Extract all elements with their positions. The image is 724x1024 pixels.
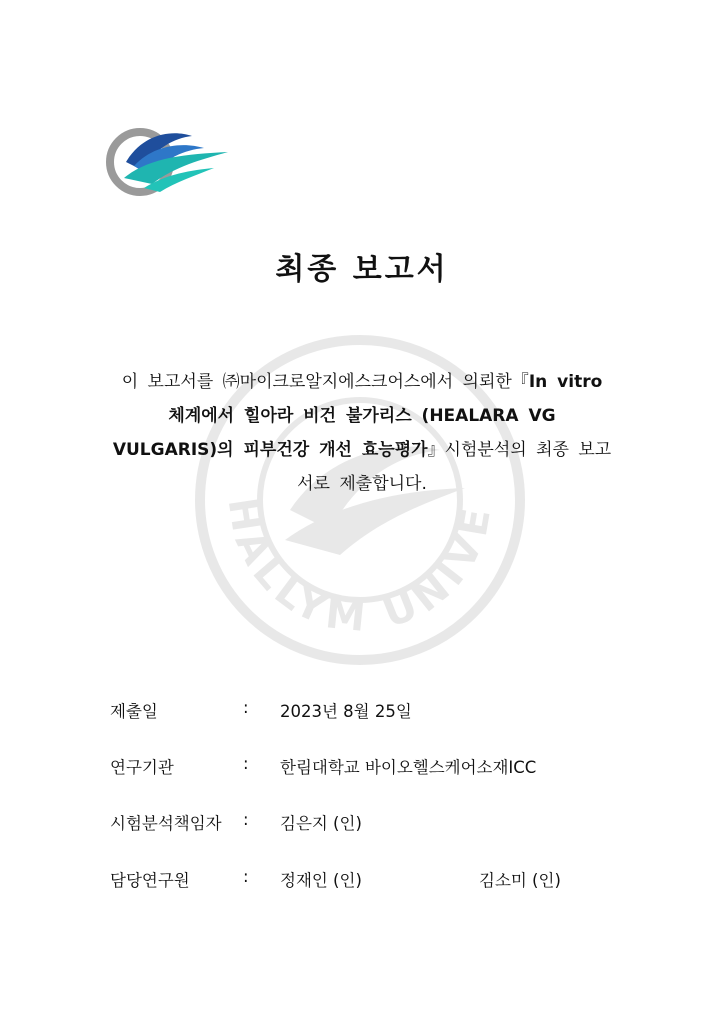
report-title: 최종 보고서 [275,252,449,287]
submission-date-value: 2023년 8월 25일 [280,702,412,721]
intro-suffix: 』시험분석의 최종 보고서로 제출합니다. [297,440,612,494]
principal-investigator-value: 김은지 (인) [280,814,362,833]
principal-investigator-label: 시험분석책임자 [110,814,222,833]
watermark-text: HALLYM UNIVE [218,494,501,642]
hallym-university-logo [104,122,236,202]
intro-prefix: 이 보고서를 ㈜마이크로알지에스크어스에서 의뢰한『 [121,372,529,392]
researchers-row [110,867,630,897]
report-intro [112,365,612,501]
study-title: In vitro 체계에서 힐아라 비건 불가리스 (HEALARA VG VULGARIS)의 피부건강 개선 효능평가 [112,372,603,460]
institution-value: 한림대학교 바이오헬스케어소재ICC [280,758,537,777]
researcher-1-value: 정재인 (인) [280,871,362,890]
separator: : [243,867,249,886]
researcher-2-value: 김소미 (인) [479,871,561,890]
separator: : [243,810,249,829]
separator: : [243,754,249,773]
principal-investigator-row [110,810,630,840]
separator: : [243,698,249,717]
institution-label: 연구기관 [110,758,174,777]
institution-row [110,754,630,784]
submission-date-label: 제출일 [110,702,158,721]
researchers-label: 담당연구원 [110,871,190,890]
submission-date-row [110,698,630,728]
